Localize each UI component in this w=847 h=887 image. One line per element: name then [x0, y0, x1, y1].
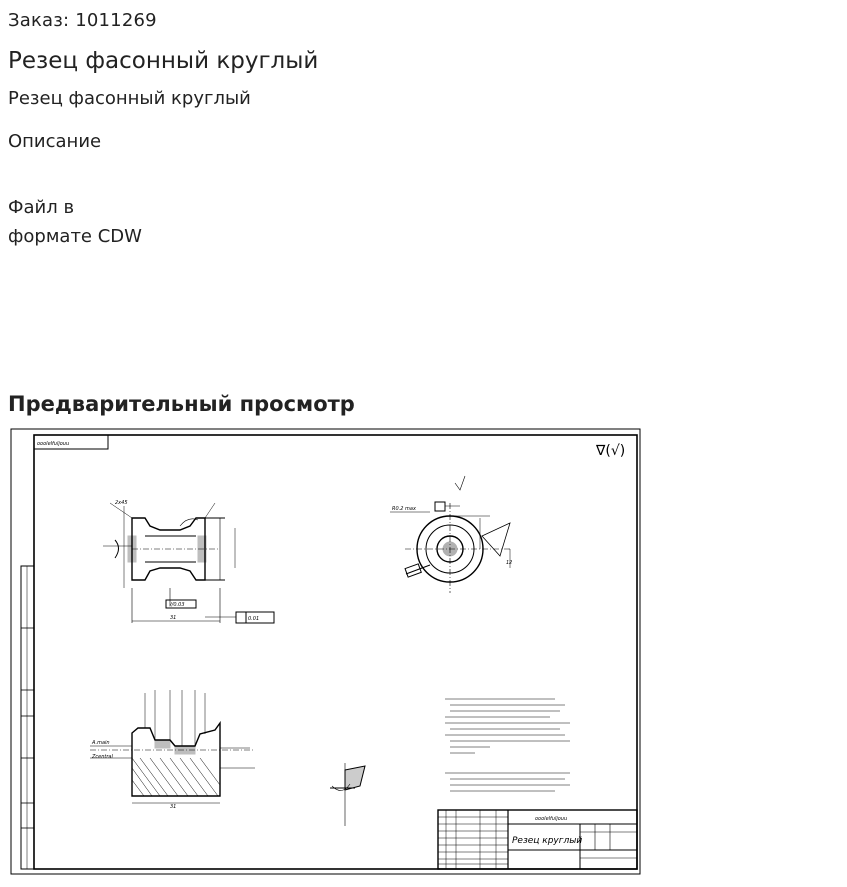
svg-text:A.main: A.main: [92, 740, 110, 746]
drawing-preview-image[interactable]: [10, 428, 642, 876]
svg-text:Zcentral: Zcentral: [92, 754, 113, 760]
title-block-name: Резец круглый: [512, 836, 583, 846]
stamp-text: ooolelfuljouu: [37, 441, 70, 447]
file-format-line-2: формате CDW: [8, 226, 142, 247]
product-title: Резец фасонный круглый: [8, 48, 319, 74]
technical-drawing: [10, 428, 642, 876]
order-number: Заказ: 1011269: [8, 10, 157, 31]
file-format-line-1: Файл в: [8, 197, 75, 218]
svg-text:2x45: 2x45: [115, 500, 128, 506]
svg-text:31: 31: [170, 804, 177, 810]
svg-text:31: 31: [170, 615, 177, 621]
product-subtitle: Резец фасонный круглый: [8, 88, 251, 109]
roughness-mark: ∇(√): [596, 443, 626, 459]
file-format-info: [8, 193, 142, 251]
svg-text:R0.2 max: R0.2 max: [392, 506, 416, 512]
svg-text://0.03: //0.03: [170, 602, 185, 608]
svg-text:0.01: 0.01: [248, 616, 260, 622]
svg-text:12: 12: [506, 560, 513, 566]
svg-text:ooolelfuljouu: ooolelfuljouu: [535, 816, 568, 822]
description-heading: Описание: [8, 131, 102, 152]
preview-heading: Предварительный просмотр: [8, 392, 355, 416]
